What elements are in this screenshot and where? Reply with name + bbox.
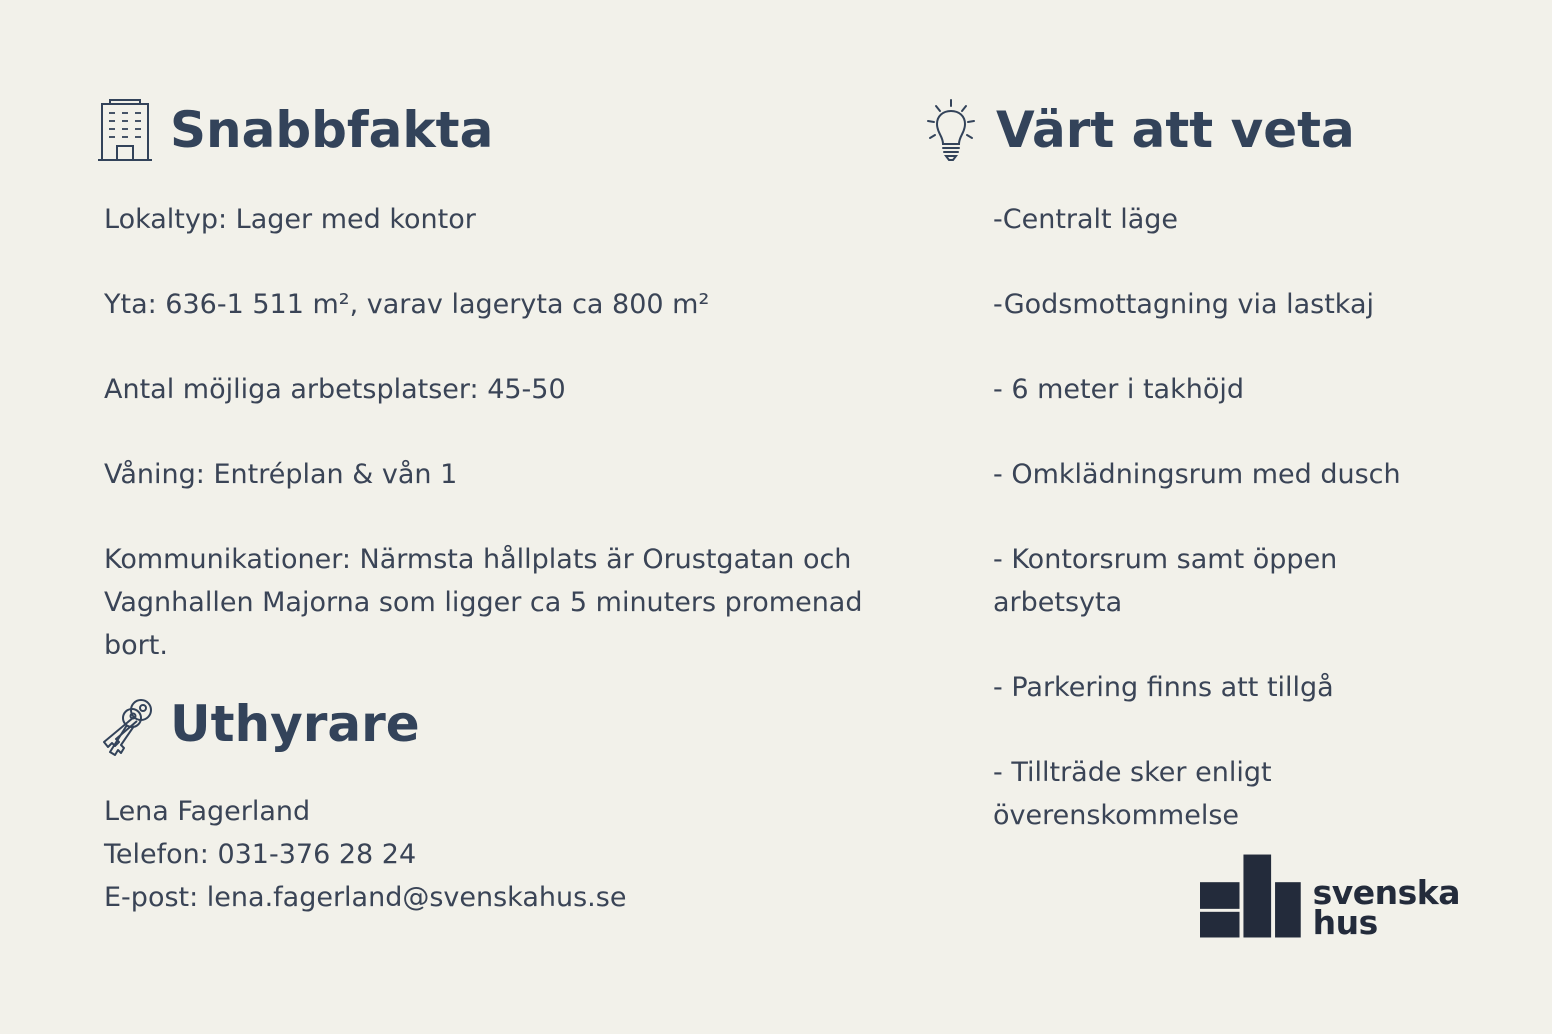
contact-name: Lena Fagerland	[104, 796, 311, 827]
snabbfakta-list	[104, 198, 864, 667]
info-item: - Omklädningsrum med dusch	[993, 459, 1401, 490]
vart-att-veta-list	[993, 198, 1453, 837]
contact-phone: Telefon: 031-376 28 24	[104, 839, 417, 870]
info-item: - 6 meter i takhöjd	[993, 374, 1245, 405]
contact-email: E-post: lena.fagerland@svenskahus.se	[104, 882, 627, 913]
logo-line-2: hus	[1312, 903, 1378, 942]
info-item: - Kontorsrum samt öppen arbetsyta	[993, 544, 1338, 618]
fact-yta: Yta: 636-1 511 m², varav lageryta ca 800 m²	[104, 289, 710, 320]
fact-vaning: Våning: Entréplan & vån 1	[104, 459, 458, 490]
fact-arbetsplatser: Antal möjliga arbetsplatser: 45-50	[104, 374, 566, 405]
fact-kommunikationer: Kommunikationer: Närmsta hållplats är Orustgatan och Vagnhallen Majorna som ligger ca 5 minuters promenad bort.	[104, 544, 863, 661]
snabbfakta-title: Snabbfakta	[170, 101, 494, 159]
info-item: -Godsmottagning via lastkaj	[993, 289, 1375, 320]
logo-wordmark	[1312, 873, 1460, 942]
vart-att-veta-title: Värt att veta	[996, 101, 1355, 159]
uthyrare-contact	[104, 790, 864, 919]
uthyrare-title: Uthyrare	[170, 695, 420, 753]
logo-mark-icon	[1200, 854, 1311, 940]
info-item: - Tillträde sker enligt överenskommelse	[993, 757, 1272, 831]
fact-lokaltyp: Lokaltyp: Lager med kontor	[104, 204, 476, 235]
uthyrare-heading	[96, 692, 420, 756]
info-item: -Centralt läge	[993, 204, 1179, 235]
snabbfakta-heading	[96, 98, 493, 162]
vart-att-veta-heading	[922, 98, 1355, 162]
keys-icon	[96, 692, 154, 756]
logo-line-1: svenska	[1312, 873, 1460, 912]
lightbulb-icon	[922, 98, 980, 162]
svenska-hus-logo	[1200, 850, 1460, 940]
info-item: - Parkering finns att tillgå	[993, 672, 1334, 703]
building-icon	[96, 98, 154, 162]
